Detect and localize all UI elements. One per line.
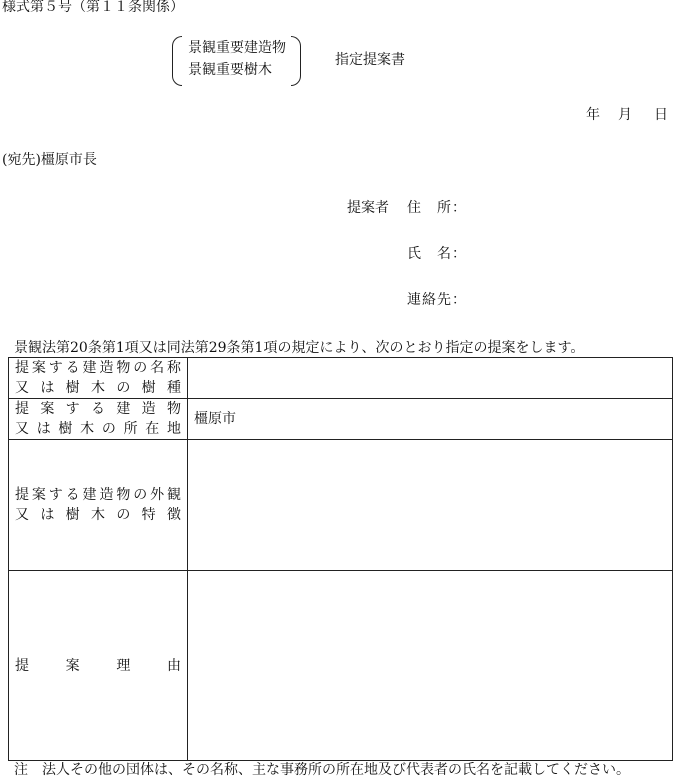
label-line: 又は樹木の所在地 [15, 421, 181, 437]
label-line: 又は樹木の樹種 [15, 380, 181, 396]
label-line: 又は樹木の特徴 [15, 507, 181, 523]
proposer-address-label: 住 所： [407, 200, 467, 216]
footnote: 注 法人その他の団体は、その名称、主な事務所の所在地及び代表者の氏名を記載してください。 [14, 762, 630, 778]
row-label-features [9, 440, 188, 571]
left-bracket [172, 36, 182, 86]
date-month-label: 月 [618, 107, 632, 123]
intro-statement: 景観法第20条第1項又は同法第29条第1項の規定により、次のとおり指定の提案をします。 [14, 340, 585, 356]
table-row [9, 358, 673, 399]
date-day-label: 日 [654, 107, 668, 123]
field-location-value[interactable]: 橿原市 [188, 399, 673, 440]
table-row [9, 440, 673, 571]
form-number: 様式第５号（第１１条関係） [2, 0, 184, 15]
row-label-location [9, 399, 188, 440]
label-line: 提案理由 [15, 657, 181, 674]
proposer-contact-label: 連絡先： [407, 292, 467, 308]
table-row [9, 571, 673, 761]
field-name-value[interactable] [188, 358, 673, 399]
proposal-table [8, 357, 673, 761]
field-reason-value[interactable] [188, 571, 673, 761]
row-label-reason [9, 571, 188, 761]
label-line: 提案する建造物 [15, 401, 181, 417]
date-year-label: 年 [586, 107, 600, 123]
title-option-building: 景観重要建造物 [188, 40, 286, 56]
document-title: 指定提案書 [335, 52, 405, 68]
proposer-name-label: 氏 名： [407, 246, 467, 262]
date-line [586, 108, 668, 122]
row-label-name [9, 358, 188, 399]
label-line: 提案する建造物の外観 [15, 487, 181, 503]
field-features-value[interactable] [188, 440, 673, 571]
addressee: (宛先)橿原市長 [2, 152, 97, 168]
title-option-tree: 景観重要樹木 [188, 62, 272, 78]
table-row [9, 399, 673, 440]
right-bracket [291, 36, 301, 86]
label-line: 提案する建造物の名称 [15, 360, 181, 376]
proposer-label: 提案者 [347, 200, 389, 216]
